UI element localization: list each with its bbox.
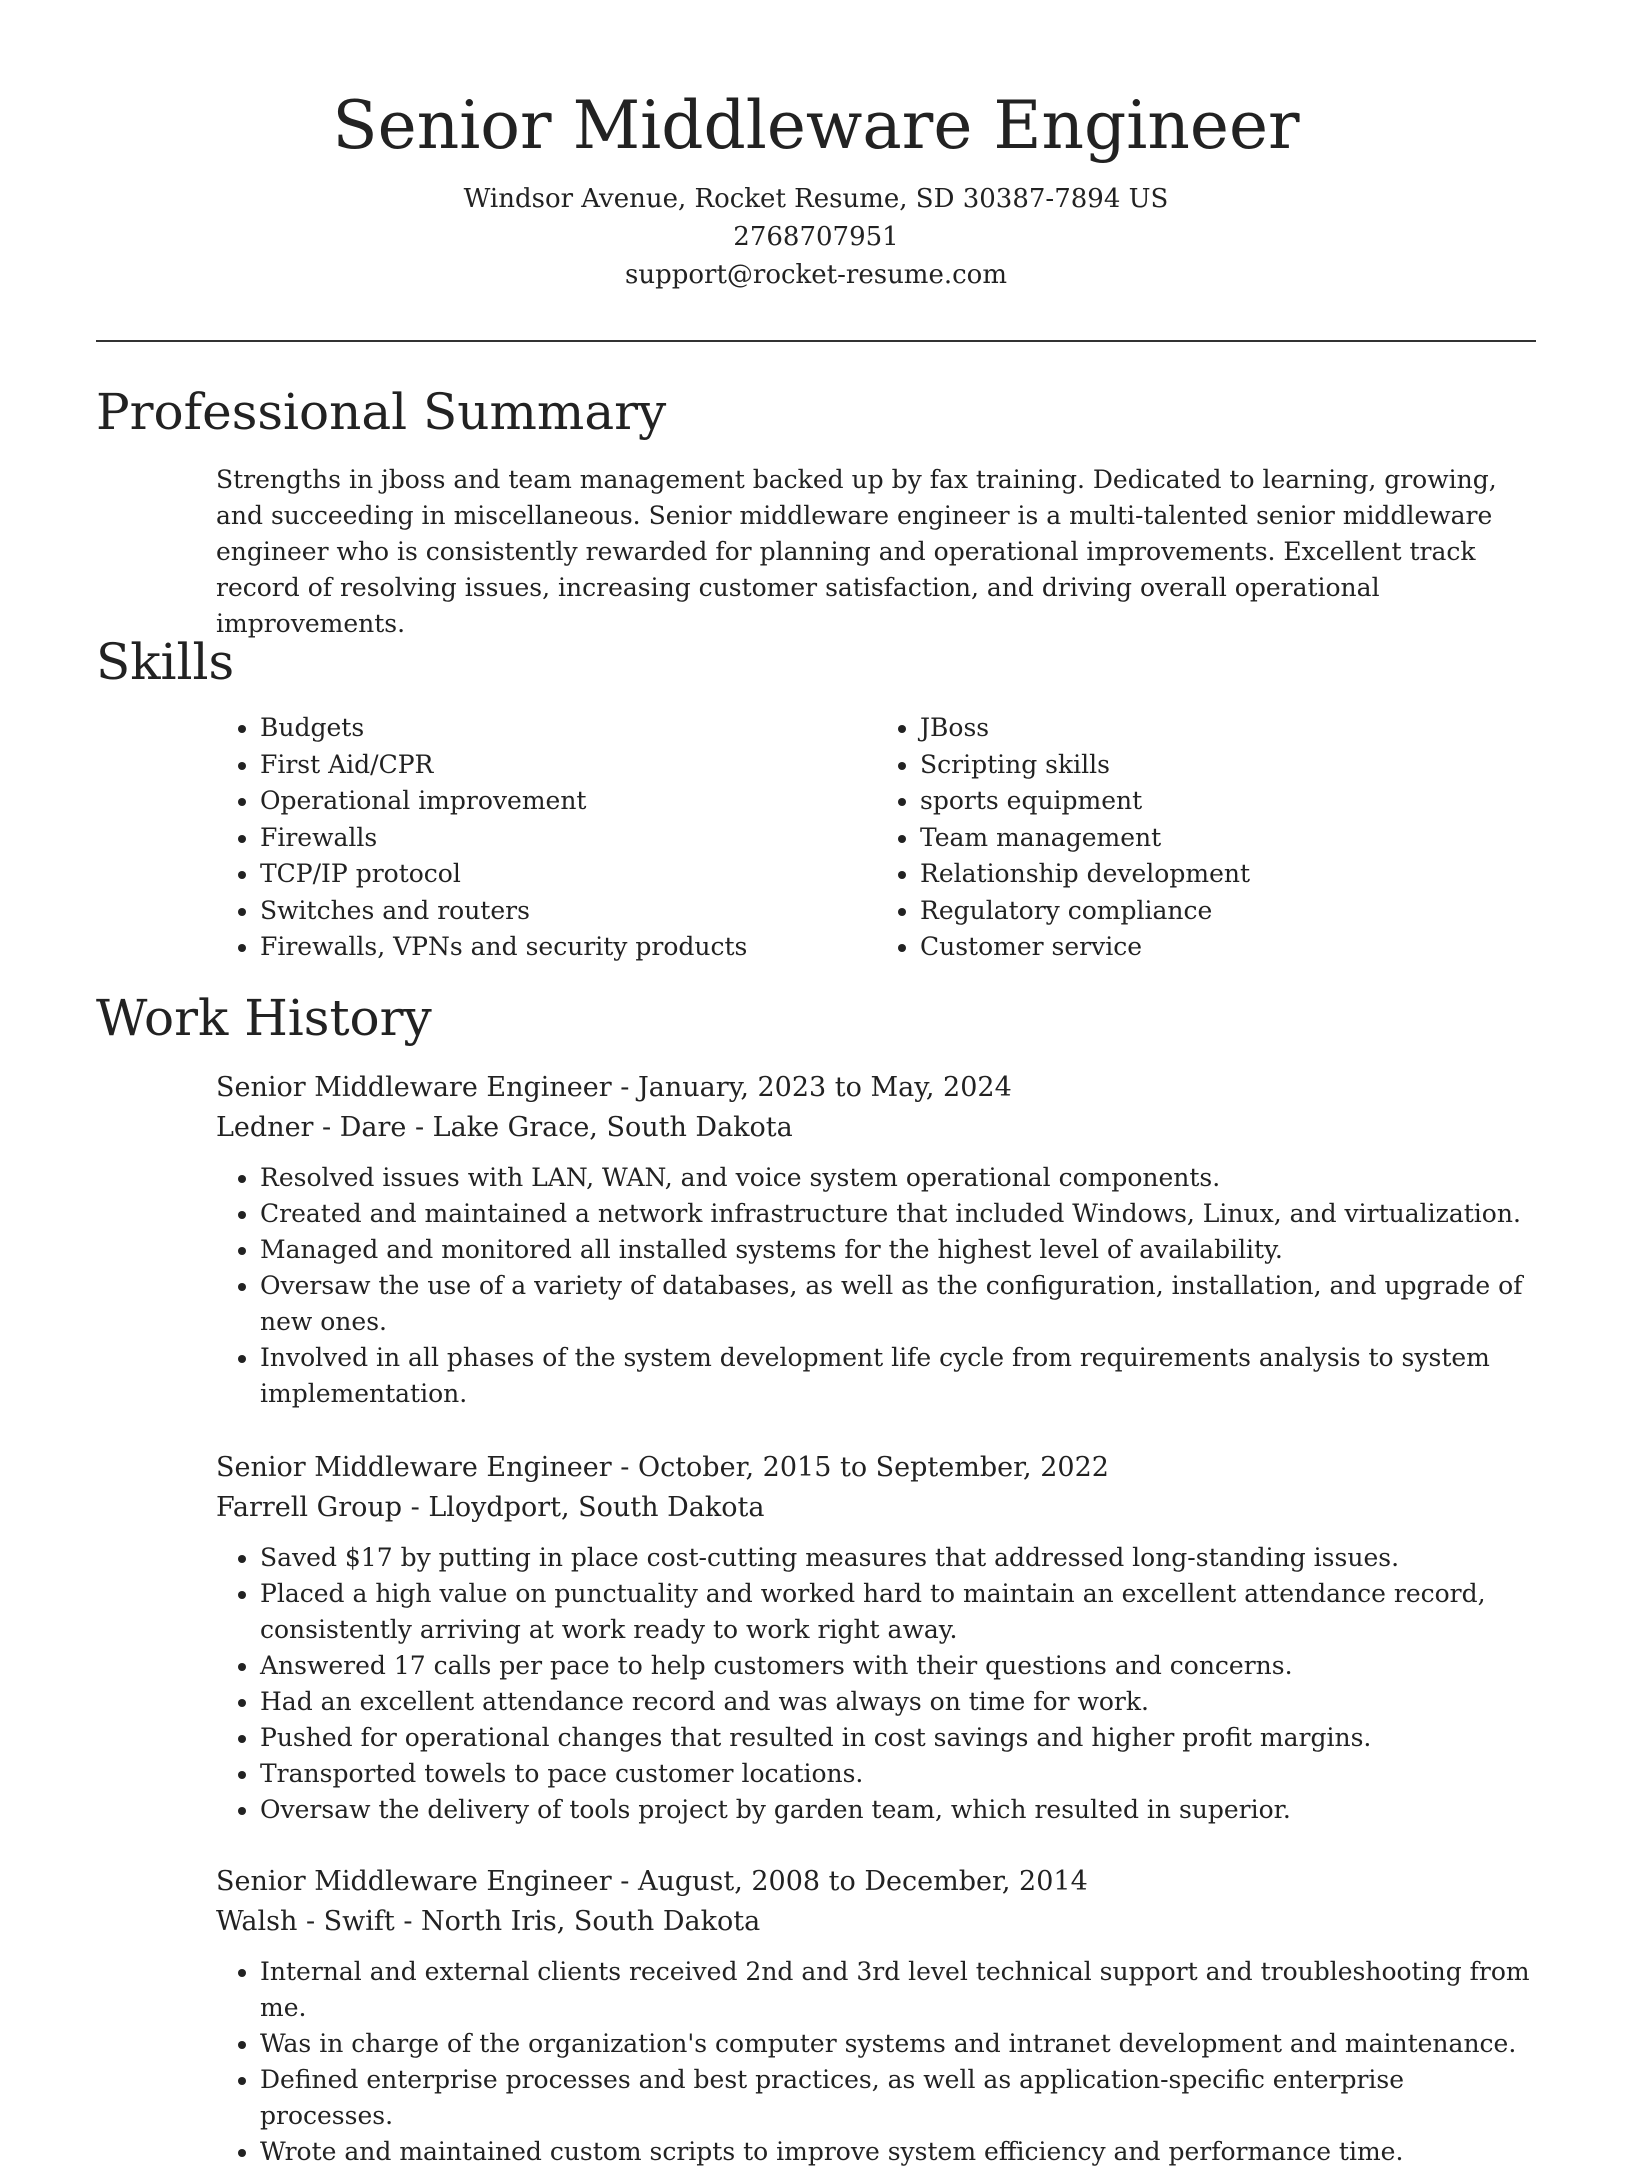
job-bullet: • Managed and monitored all installed systems for the highest level of availability. — [260, 1232, 1536, 1268]
job-title-line — [216, 1448, 1536, 1488]
job-position: Senior Middleware Engineer — [216, 1072, 612, 1103]
job-location: - Lake Grace, South Dakota — [406, 1112, 793, 1143]
job-bullet: • Resolved issues with LAN, WAN, and voice system operational components. — [260, 1160, 1536, 1196]
skills-column-left — [216, 710, 876, 966]
job-bullet: • Created and maintained a network infrastructure that included Windows, Linux, and virtualization. — [260, 1196, 1536, 1232]
job-entry — [216, 1862, 1536, 2170]
job-company: Walsh - Swift — [216, 1906, 395, 1937]
job-entry — [216, 1068, 1536, 1412]
job-bullet: • Defined enterprise processes and best practices, as well as application-specific enterprise processes. — [260, 2062, 1536, 2134]
skill-item: • Team management — [920, 820, 1536, 857]
summary-heading: Professional Summary — [96, 383, 667, 441]
job-bullet: • Pushed for operational changes that resulted in cost savings and higher profit margins. — [260, 1720, 1536, 1756]
job-title-line — [216, 1862, 1536, 1902]
job-dates: - August, 2008 to December, 2014 — [611, 1866, 1088, 1897]
skills-heading: Skills — [96, 633, 235, 691]
job-bullet: • Transported towels to pace customer locations. — [260, 1756, 1536, 1792]
job-bullet: • Involved in all phases of the system development life cycle from requirements analysis to system implementation. — [260, 1340, 1536, 1412]
skill-item: • Budgets — [260, 710, 876, 747]
skill-item: • Operational improvement — [260, 783, 876, 820]
skills-column-right — [876, 710, 1536, 966]
job-position: Senior Middleware Engineer — [216, 1866, 612, 1897]
job-company-line — [216, 1108, 1536, 1148]
skill-item: • sports equipment — [920, 783, 1536, 820]
skill-item: • JBoss — [920, 710, 1536, 747]
job-bullets — [216, 1954, 1536, 2170]
job-company-line — [216, 1488, 1536, 1528]
job-bullet: • Was in charge of the organization's computer systems and intranet development and maintenance. — [260, 2026, 1536, 2062]
job-position: Senior Middleware Engineer — [216, 1452, 612, 1483]
skill-item: • Relationship development — [920, 856, 1536, 893]
contact-phone: 2768707951 — [733, 222, 899, 252]
job-bullet: • Oversaw the use of a variety of databases, as well as the configuration, installation, and upgrade of new ones. — [260, 1268, 1536, 1340]
contact-address: Windsor Avenue, Rocket Resume, SD 30387-7894 US — [463, 184, 1169, 214]
skill-item: • Firewalls, VPNs and security products — [260, 929, 876, 966]
candidate-name: Senior Middleware Engineer — [332, 87, 1300, 164]
job-company-line — [216, 1902, 1536, 1942]
job-bullet: • Wrote and maintained custom scripts to improve system efficiency and performance time. — [260, 2134, 1536, 2170]
job-bullet: • Saved $17 by putting in place cost-cutting measures that addressed long-standing issues. — [260, 1540, 1536, 1576]
skill-item: • Scripting skills — [920, 747, 1536, 784]
job-title-line — [216, 1068, 1536, 1108]
job-company: Farrell Group — [216, 1492, 403, 1523]
skill-item: • Switches and routers — [260, 893, 876, 930]
job-dates: - January, 2023 to May, 2024 — [611, 1072, 1012, 1103]
header-divider — [96, 340, 1536, 342]
skill-item: • TCP/IP protocol — [260, 856, 876, 893]
skill-item: • Firewalls — [260, 820, 876, 857]
job-bullets — [216, 1540, 1536, 1828]
skill-item: • First Aid/CPR — [260, 747, 876, 784]
job-bullet: • Had an excellent attendance record and was always on time for work. — [260, 1684, 1536, 1720]
resume-header — [0, 0, 1632, 294]
job-company: Ledner - Dare — [216, 1112, 407, 1143]
skill-item: • Customer service — [920, 929, 1536, 966]
job-dates: - October, 2015 to September, 2022 — [611, 1452, 1109, 1483]
contact-block — [0, 180, 1632, 294]
job-bullet: • Placed a high value on punctuality and worked hard to maintain an excellent attendance record, consistently arriving at work ready to work right away. — [260, 1576, 1536, 1648]
job-location: - North Iris, South Dakota — [394, 1906, 761, 1937]
skill-item: • Regulatory compliance — [920, 893, 1536, 930]
job-bullets — [216, 1160, 1536, 1412]
job-location: - Lloydport, South Dakota — [402, 1492, 765, 1523]
contact-email: support@rocket-resume.com — [624, 260, 1007, 290]
summary-text: Strengths in jboss and team management backed up by fax training. Dedicated to learning, growing, and succeeding in miscellaneous. Senior middleware engineer is a multi-talented senior middleware engineer who is consistently rewarded for planning and operational improvements. Excellent track record of resolving issues, increasing customer satisfaction, and driving overall operational improvements. — [216, 465, 1497, 638]
job-entry — [216, 1448, 1536, 1828]
job-bullet: • Internal and external clients received 2nd and 3rd level technical support and troubleshooting from me. — [260, 1954, 1536, 2026]
work-history-heading: Work History — [96, 989, 432, 1047]
job-bullet: • Oversaw the delivery of tools project by garden team, which resulted in superior. — [260, 1792, 1536, 1828]
job-bullet: • Answered 17 calls per pace to help customers with their questions and concerns. — [260, 1648, 1536, 1684]
skills-list — [216, 710, 1536, 966]
